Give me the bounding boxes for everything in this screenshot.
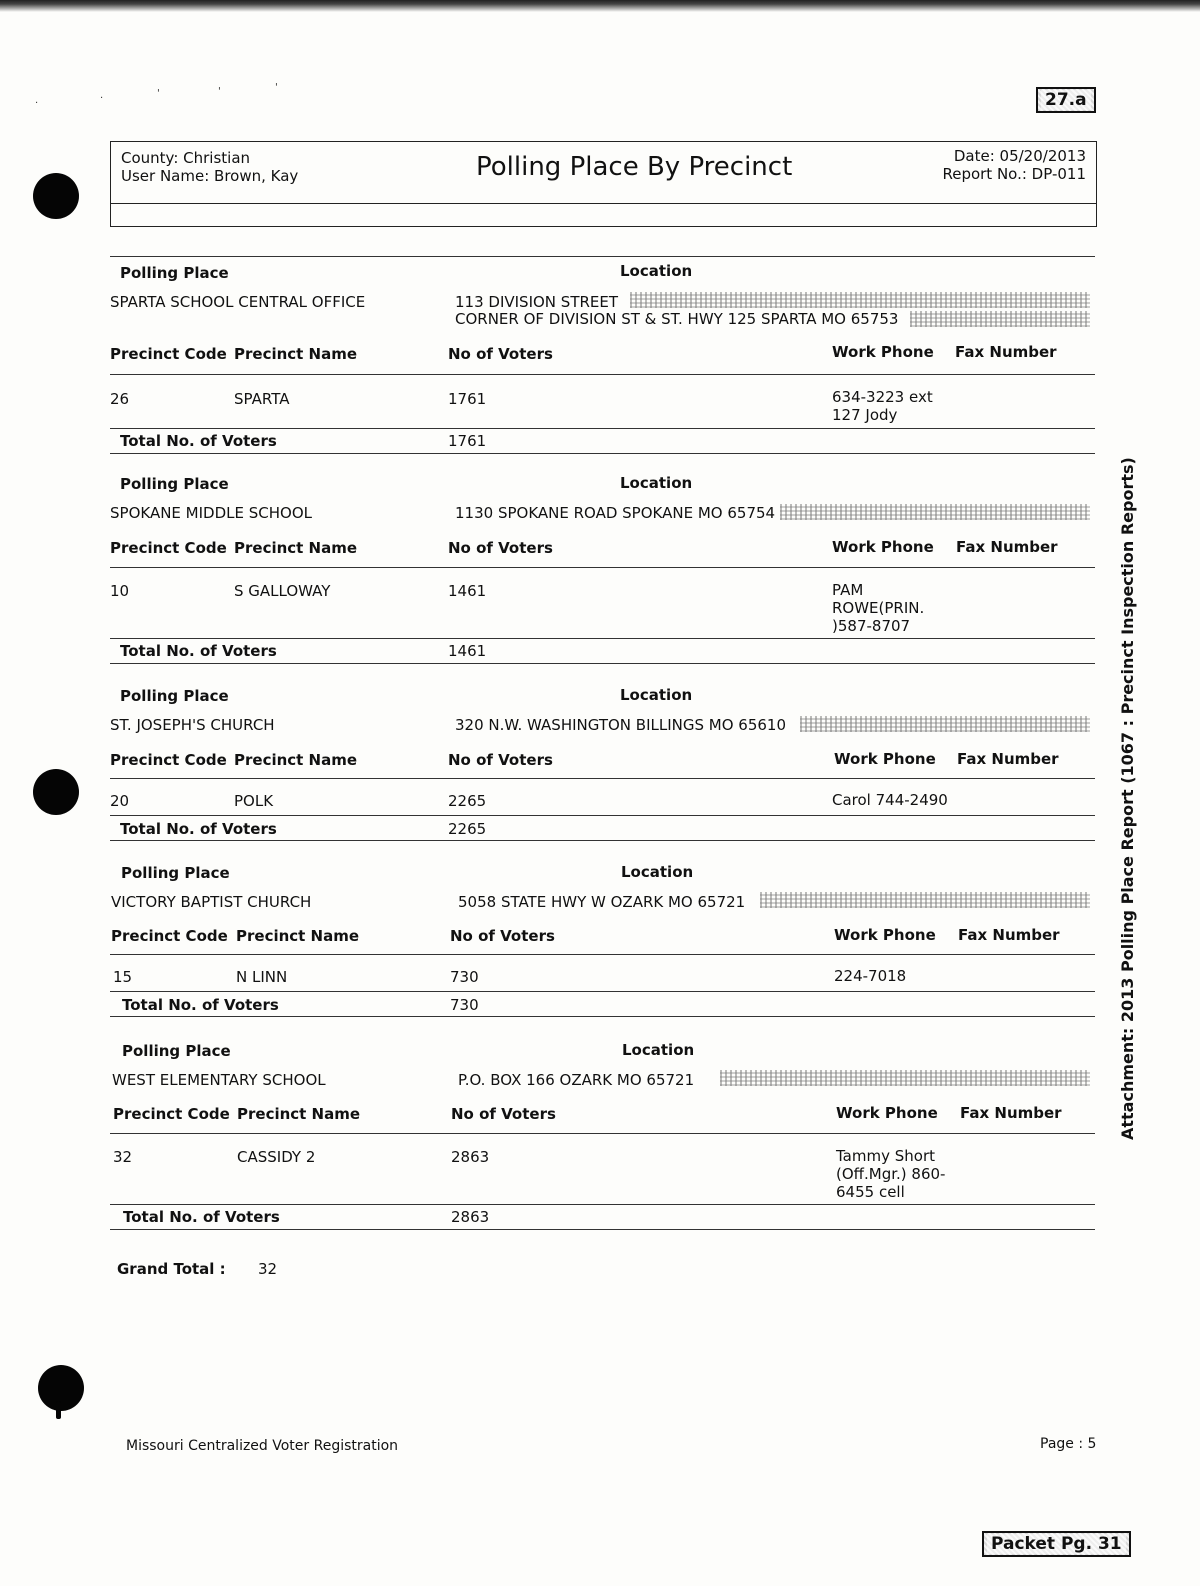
polling-place-name: SPARTA SCHOOL CENTRAL OFFICE [110, 293, 366, 311]
polling-place-name: ST. JOSEPH'S CHURCH [110, 716, 275, 734]
polling-place-label: Polling Place [120, 687, 229, 705]
location-label: Location [620, 262, 693, 280]
packet-stamp-top: 27.a [1036, 87, 1096, 113]
location-label: Location [620, 474, 693, 492]
total-voters-label: Total No. of Voters [120, 820, 277, 838]
voter-count: 1461 [448, 582, 487, 600]
work-phone: 634-3223 ext 127 Jody [832, 388, 933, 424]
work-phone-header: Work Phone [832, 538, 934, 556]
scan-speck: ' [275, 82, 278, 93]
precinct-code-header: Precinct Code [113, 1105, 230, 1123]
redaction-noise [780, 504, 1090, 520]
scan-speck: · [35, 98, 39, 109]
scan-top-edge [0, 0, 1200, 12]
polling-section [110, 466, 1095, 666]
work-phone: 224-7018 [834, 967, 907, 985]
work-phone-header: Work Phone [834, 750, 936, 768]
packet-page-stamp: Packet Pg. 31 [982, 1531, 1131, 1557]
total-rule-bottom [110, 1229, 1095, 1230]
location-line-1: 1130 SPOKANE ROAD SPOKANE MO 65754 [455, 504, 776, 522]
location-line-1: 113 DIVISION STREET [455, 293, 619, 311]
total-rule-bottom [110, 1016, 1095, 1017]
punch-hole [38, 1365, 84, 1411]
header-rule [110, 567, 1095, 568]
report-date: Date: 05/20/2013 [953, 147, 1086, 165]
fax-number-header: Fax Number [958, 926, 1060, 944]
location-line-1: 320 N.W. WASHINGTON BILLINGS MO 65610 [455, 716, 787, 734]
precinct-code-header: Precinct Code [111, 927, 228, 945]
total-voters-value: 2863 [451, 1208, 490, 1226]
precinct-code-header: Precinct Code [110, 751, 227, 769]
redaction-noise [630, 292, 1090, 308]
total-rule-top [110, 428, 1095, 429]
polling-place-name: VICTORY BAPTIST CHURCH [111, 893, 312, 911]
total-voters-label: Total No. of Voters [122, 996, 279, 1014]
report-number: Report No.: DP-011 [942, 165, 1086, 183]
work-phone-header: Work Phone [836, 1104, 938, 1122]
header-right [942, 147, 1086, 183]
report-header [110, 141, 1097, 227]
precinct-code: 15 [113, 968, 133, 986]
location-line-1: 5058 STATE HWY W OZARK MO 65721 [458, 893, 746, 911]
fax-number-header: Fax Number [957, 750, 1059, 768]
total-voters-value: 2265 [448, 820, 487, 838]
punch-hole [33, 769, 79, 815]
precinct-name: SPARTA [234, 390, 290, 408]
polling-section [110, 678, 1095, 848]
precinct-name: S GALLOWAY [234, 582, 331, 600]
punch-hole [33, 173, 79, 219]
voters-header: No of Voters [451, 1105, 556, 1123]
precinct-name-header: Precinct Name [234, 751, 358, 769]
precinct-name-header: Precinct Name [234, 539, 358, 557]
location-line-2: CORNER OF DIVISION ST & ST. HWY 125 SPARTA MO 65753 [455, 310, 899, 328]
scan-speck: ' [218, 86, 221, 97]
header-divider [111, 203, 1096, 204]
voters-header: No of Voters [448, 345, 553, 363]
polling-place-name: WEST ELEMENTARY SCHOOL [112, 1071, 326, 1089]
fax-number-header: Fax Number [960, 1104, 1062, 1122]
grand-total-label: Grand Total : [117, 1260, 226, 1278]
precinct-name-header: Precinct Name [237, 1105, 361, 1123]
scan-speck: ' [157, 88, 160, 99]
precinct-code: 32 [113, 1148, 133, 1166]
total-rule-bottom [110, 663, 1095, 664]
voter-count: 1761 [448, 390, 487, 408]
precinct-code: 20 [110, 792, 130, 810]
precinct-name: N LINN [236, 968, 288, 986]
precinct-name-header: Precinct Name [236, 927, 360, 945]
voter-count: 730 [450, 968, 479, 986]
polling-section [110, 854, 1095, 1024]
polling-place-label: Polling Place [120, 475, 229, 493]
fax-number-header: Fax Number [956, 538, 1058, 556]
attachment-side-note: Attachment: 2013 Polling Place Report (1067 : Precinct Inspection Reports) [1118, 457, 1137, 1140]
fax-number-header: Fax Number [955, 343, 1057, 361]
total-voters-value: 1761 [448, 432, 487, 450]
county-label: County: Christian [121, 149, 251, 167]
precinct-code-header: Precinct Code [110, 345, 227, 363]
location-line-1: P.O. BOX 166 OZARK MO 65721 [458, 1071, 695, 1089]
location-label: Location [621, 863, 694, 881]
total-voters-value: 1461 [448, 642, 487, 660]
user-name-label: User Name: Brown, Kay [121, 167, 299, 185]
location-label: Location [622, 1041, 695, 1059]
total-voters-label: Total No. of Voters [123, 1208, 280, 1226]
voters-header: No of Voters [448, 751, 553, 769]
voters-header: No of Voters [448, 539, 553, 557]
page-number: Page : 5 [1040, 1436, 1097, 1452]
precinct-name-header: Precinct Name [234, 345, 358, 363]
header-rule [110, 374, 1095, 375]
header-rule [110, 954, 1095, 955]
redaction-noise [910, 311, 1090, 327]
total-rule-bottom [110, 840, 1095, 841]
header-rule [110, 778, 1095, 779]
scan-speck: · [100, 93, 104, 104]
work-phone: PAM ROWE(PRIN. )587-8707 [832, 581, 925, 635]
precinct-name: POLK [234, 792, 274, 810]
voters-header: No of Voters [450, 927, 555, 945]
precinct-name: CASSIDY 2 [237, 1148, 316, 1166]
section-divider [110, 256, 1095, 257]
total-voters-label: Total No. of Voters [120, 432, 277, 450]
total-voters-label: Total No. of Voters [120, 642, 277, 660]
grand-total-value: 32 [258, 1260, 278, 1278]
polling-place-label: Polling Place [120, 264, 229, 282]
precinct-code-header: Precinct Code [110, 539, 227, 557]
total-rule-top [110, 1204, 1095, 1205]
footer-system-name: Missouri Centralized Voter Registration [126, 1438, 399, 1454]
redaction-noise [760, 892, 1090, 908]
work-phone-header: Work Phone [834, 926, 936, 944]
total-voters-value: 730 [450, 996, 479, 1014]
precinct-code: 26 [110, 390, 130, 408]
voter-count: 2265 [448, 792, 487, 810]
total-rule-bottom [110, 453, 1095, 454]
total-rule-top [110, 991, 1095, 992]
location-label: Location [620, 686, 693, 704]
polling-section [110, 1032, 1095, 1232]
work-phone: Tammy Short (Off.Mgr.) 860-6455 cell [836, 1147, 946, 1201]
redaction-noise [800, 716, 1090, 732]
precinct-code: 10 [110, 582, 130, 600]
work-phone: Carol 744-2490 [832, 791, 948, 809]
polling-place-label: Polling Place [122, 1042, 231, 1060]
polling-place-name: SPOKANE MIDDLE SCHOOL [110, 504, 312, 522]
header-left [121, 149, 298, 185]
work-phone-header: Work Phone [832, 343, 934, 361]
polling-place-label: Polling Place [121, 864, 230, 882]
redaction-noise [720, 1070, 1090, 1086]
total-rule-top [110, 815, 1095, 816]
total-rule-top [110, 638, 1095, 639]
polling-section [110, 256, 1095, 456]
report-title: Polling Place By Precinct [476, 152, 793, 182]
header-rule [110, 1133, 1095, 1134]
voter-count: 2863 [451, 1148, 490, 1166]
